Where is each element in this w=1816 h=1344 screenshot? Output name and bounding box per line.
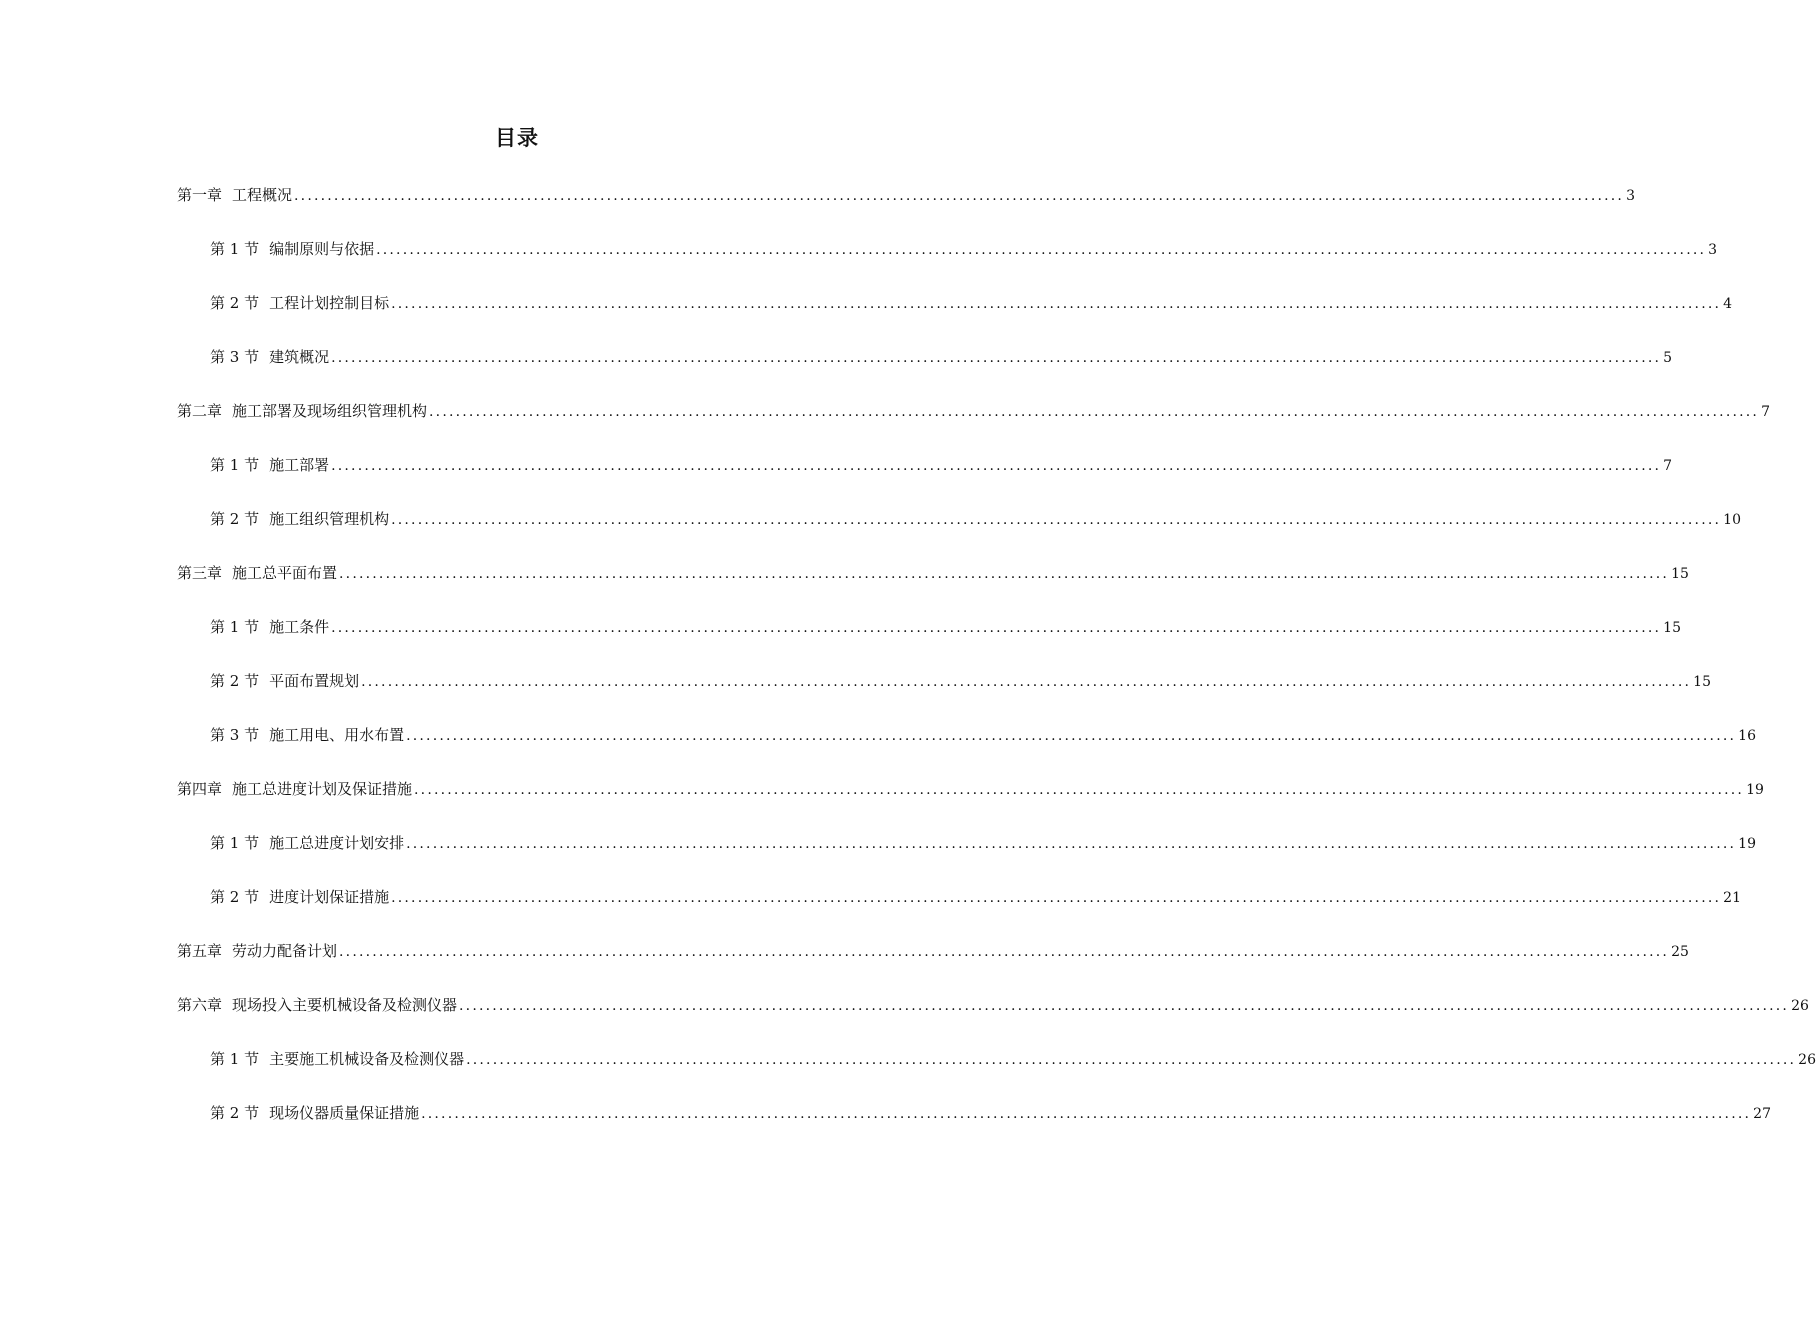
toc-entry[interactable]: [210, 884, 1741, 910]
toc-entry-title: 工程计划控制目标: [269, 294, 390, 312]
toc-leader-dots: ........................................................................................................................................................................................................: [391, 890, 1722, 906]
toc-entry-number: 第 1 节: [210, 618, 260, 636]
toc-entry[interactable]: [210, 236, 1718, 262]
toc-entry-number: 第三章: [177, 564, 223, 582]
toc-entry-page: 15: [1671, 566, 1689, 582]
toc-entry-number: 第 3 节: [210, 348, 260, 366]
toc-entry-number: 第四章: [177, 780, 223, 798]
toc-entry-page: 19: [1746, 782, 1764, 798]
toc-leader-dots: ........................................................................................................................................................................................................: [414, 782, 1745, 798]
toc-entry-title: 施工总进度计划安排: [269, 834, 405, 852]
toc-entry-title: 编制原则与依据: [269, 240, 375, 258]
toc-entry-number: 第 2 节: [210, 294, 260, 312]
toc-leader-dots: ........................................................................................................................................................................................................: [459, 998, 1790, 1014]
toc-leader-dots: ........................................................................................................................................................................................................: [339, 566, 1670, 582]
toc-leader-dots: ........................................................................................................................................................................................................: [376, 242, 1707, 258]
toc-leader-dots: ........................................................................................................................................................................................................: [331, 620, 1662, 636]
toc-entry-number: 第 2 节: [210, 510, 260, 528]
toc-entry[interactable]: [210, 506, 1741, 532]
toc-entry-number: 第 2 节: [210, 888, 260, 906]
toc-entry-page: 26: [1798, 1052, 1816, 1068]
toc-entry-number: 第 1 节: [210, 240, 260, 258]
toc-entry-title: 施工条件: [269, 618, 330, 636]
toc-entry-title: 主要施工机械设备及检测仪器: [269, 1050, 465, 1068]
toc-entry[interactable]: [177, 992, 1809, 1018]
toc-leader-dots: ........................................................................................................................................................................................................: [421, 1106, 1752, 1122]
toc-entry-title: 施工用电、用水布置: [269, 726, 405, 744]
toc-entry[interactable]: [210, 452, 1673, 478]
toc-entry[interactable]: [177, 938, 1689, 964]
toc-leader-dots: ........................................................................................................................................................................................................: [391, 296, 1722, 312]
toc-leader-dots: ........................................................................................................................................................................................................: [466, 1052, 1797, 1068]
toc-leader-dots: ........................................................................................................................................................................................................: [331, 458, 1662, 474]
toc-leader-dots: ........................................................................................................................................................................................................: [429, 404, 1760, 420]
toc-entry-page: 25: [1671, 944, 1689, 960]
toc-entry-page: 16: [1738, 728, 1756, 744]
toc-entry-title: 施工总进度计划及保证措施: [232, 780, 413, 798]
toc-entry[interactable]: [177, 398, 1770, 424]
toc-entry-page: 27: [1753, 1106, 1771, 1122]
toc-entry-title: 施工组织管理机构: [269, 510, 390, 528]
toc-entry-title: 劳动力配备计划: [232, 942, 338, 960]
toc-leader-dots: ........................................................................................................................................................................................................: [331, 350, 1662, 366]
toc-entry-title: 施工总平面布置: [232, 564, 338, 582]
toc-entry[interactable]: [177, 776, 1764, 802]
toc-entry-page: 15: [1663, 620, 1681, 636]
toc-entry[interactable]: [177, 182, 1635, 208]
toc-entry[interactable]: [210, 830, 1756, 856]
toc-entry-page: 21: [1723, 890, 1741, 906]
toc-entry-page: 7: [1761, 404, 1770, 420]
toc-entry-page: 4: [1723, 296, 1733, 312]
toc-entry-number: 第 1 节: [210, 456, 260, 474]
toc-entry-number: 第五章: [177, 942, 223, 960]
toc-entry-number: 第一章: [177, 186, 223, 204]
toc-entry-title: 进度计划保证措施: [269, 888, 390, 906]
toc-entry-page: 26: [1791, 998, 1809, 1014]
toc-leader-dots: ........................................................................................................................................................................................................: [406, 728, 1737, 744]
toc-leader-dots: ........................................................................................................................................................................................................: [339, 944, 1670, 960]
toc-entry[interactable]: [210, 668, 1711, 694]
toc-entry-title: 施工部署及现场组织管理机构: [232, 402, 428, 420]
toc-entry-page: 7: [1663, 458, 1673, 474]
toc-entry-page: 3: [1708, 242, 1718, 258]
toc-entry-page: 5: [1663, 350, 1673, 366]
toc-entry-title: 施工部署: [269, 456, 330, 474]
toc-leader-dots: ........................................................................................................................................................................................................: [406, 836, 1737, 852]
toc-leader-dots: ........................................................................................................................................................................................................: [361, 674, 1692, 690]
toc-entry-title: 平面布置规划: [269, 672, 360, 690]
toc-entry[interactable]: [210, 1100, 1771, 1126]
toc-entry[interactable]: [210, 290, 1733, 316]
toc-leader-dots: ........................................................................................................................................................................................................: [391, 512, 1722, 528]
toc-entry-page: 10: [1723, 512, 1741, 528]
toc-entry-number: 第 1 节: [210, 834, 260, 852]
toc-entry-number: 第二章: [177, 402, 223, 420]
toc-entry-title: 建筑概况: [269, 348, 330, 366]
toc-entry-number: 第 2 节: [210, 1104, 260, 1122]
toc-entry-title: 现场仪器质量保证措施: [269, 1104, 420, 1122]
toc-entry-title: 现场投入主要机械设备及检测仪器: [232, 996, 458, 1014]
toc-leader-dots: ........................................................................................................................................................................................................: [294, 188, 1625, 204]
toc-entry[interactable]: [210, 344, 1673, 370]
toc-entry-page: 15: [1693, 674, 1711, 690]
toc-entry-number: 第 3 节: [210, 726, 260, 744]
toc-entry[interactable]: [210, 1046, 1816, 1072]
toc-entry-title: 工程概况: [232, 186, 293, 204]
toc-entry-number: 第六章: [177, 996, 223, 1014]
toc-entry-page: 19: [1738, 836, 1756, 852]
toc-entry-number: 第 1 节: [210, 1050, 260, 1068]
toc-entry[interactable]: [210, 614, 1681, 640]
toc-entry[interactable]: [177, 560, 1689, 586]
toc-title: 目录: [495, 126, 539, 150]
toc-entry-number: 第 2 节: [210, 672, 260, 690]
toc-entry[interactable]: [210, 722, 1756, 748]
toc-entry-page: 3: [1626, 188, 1635, 204]
